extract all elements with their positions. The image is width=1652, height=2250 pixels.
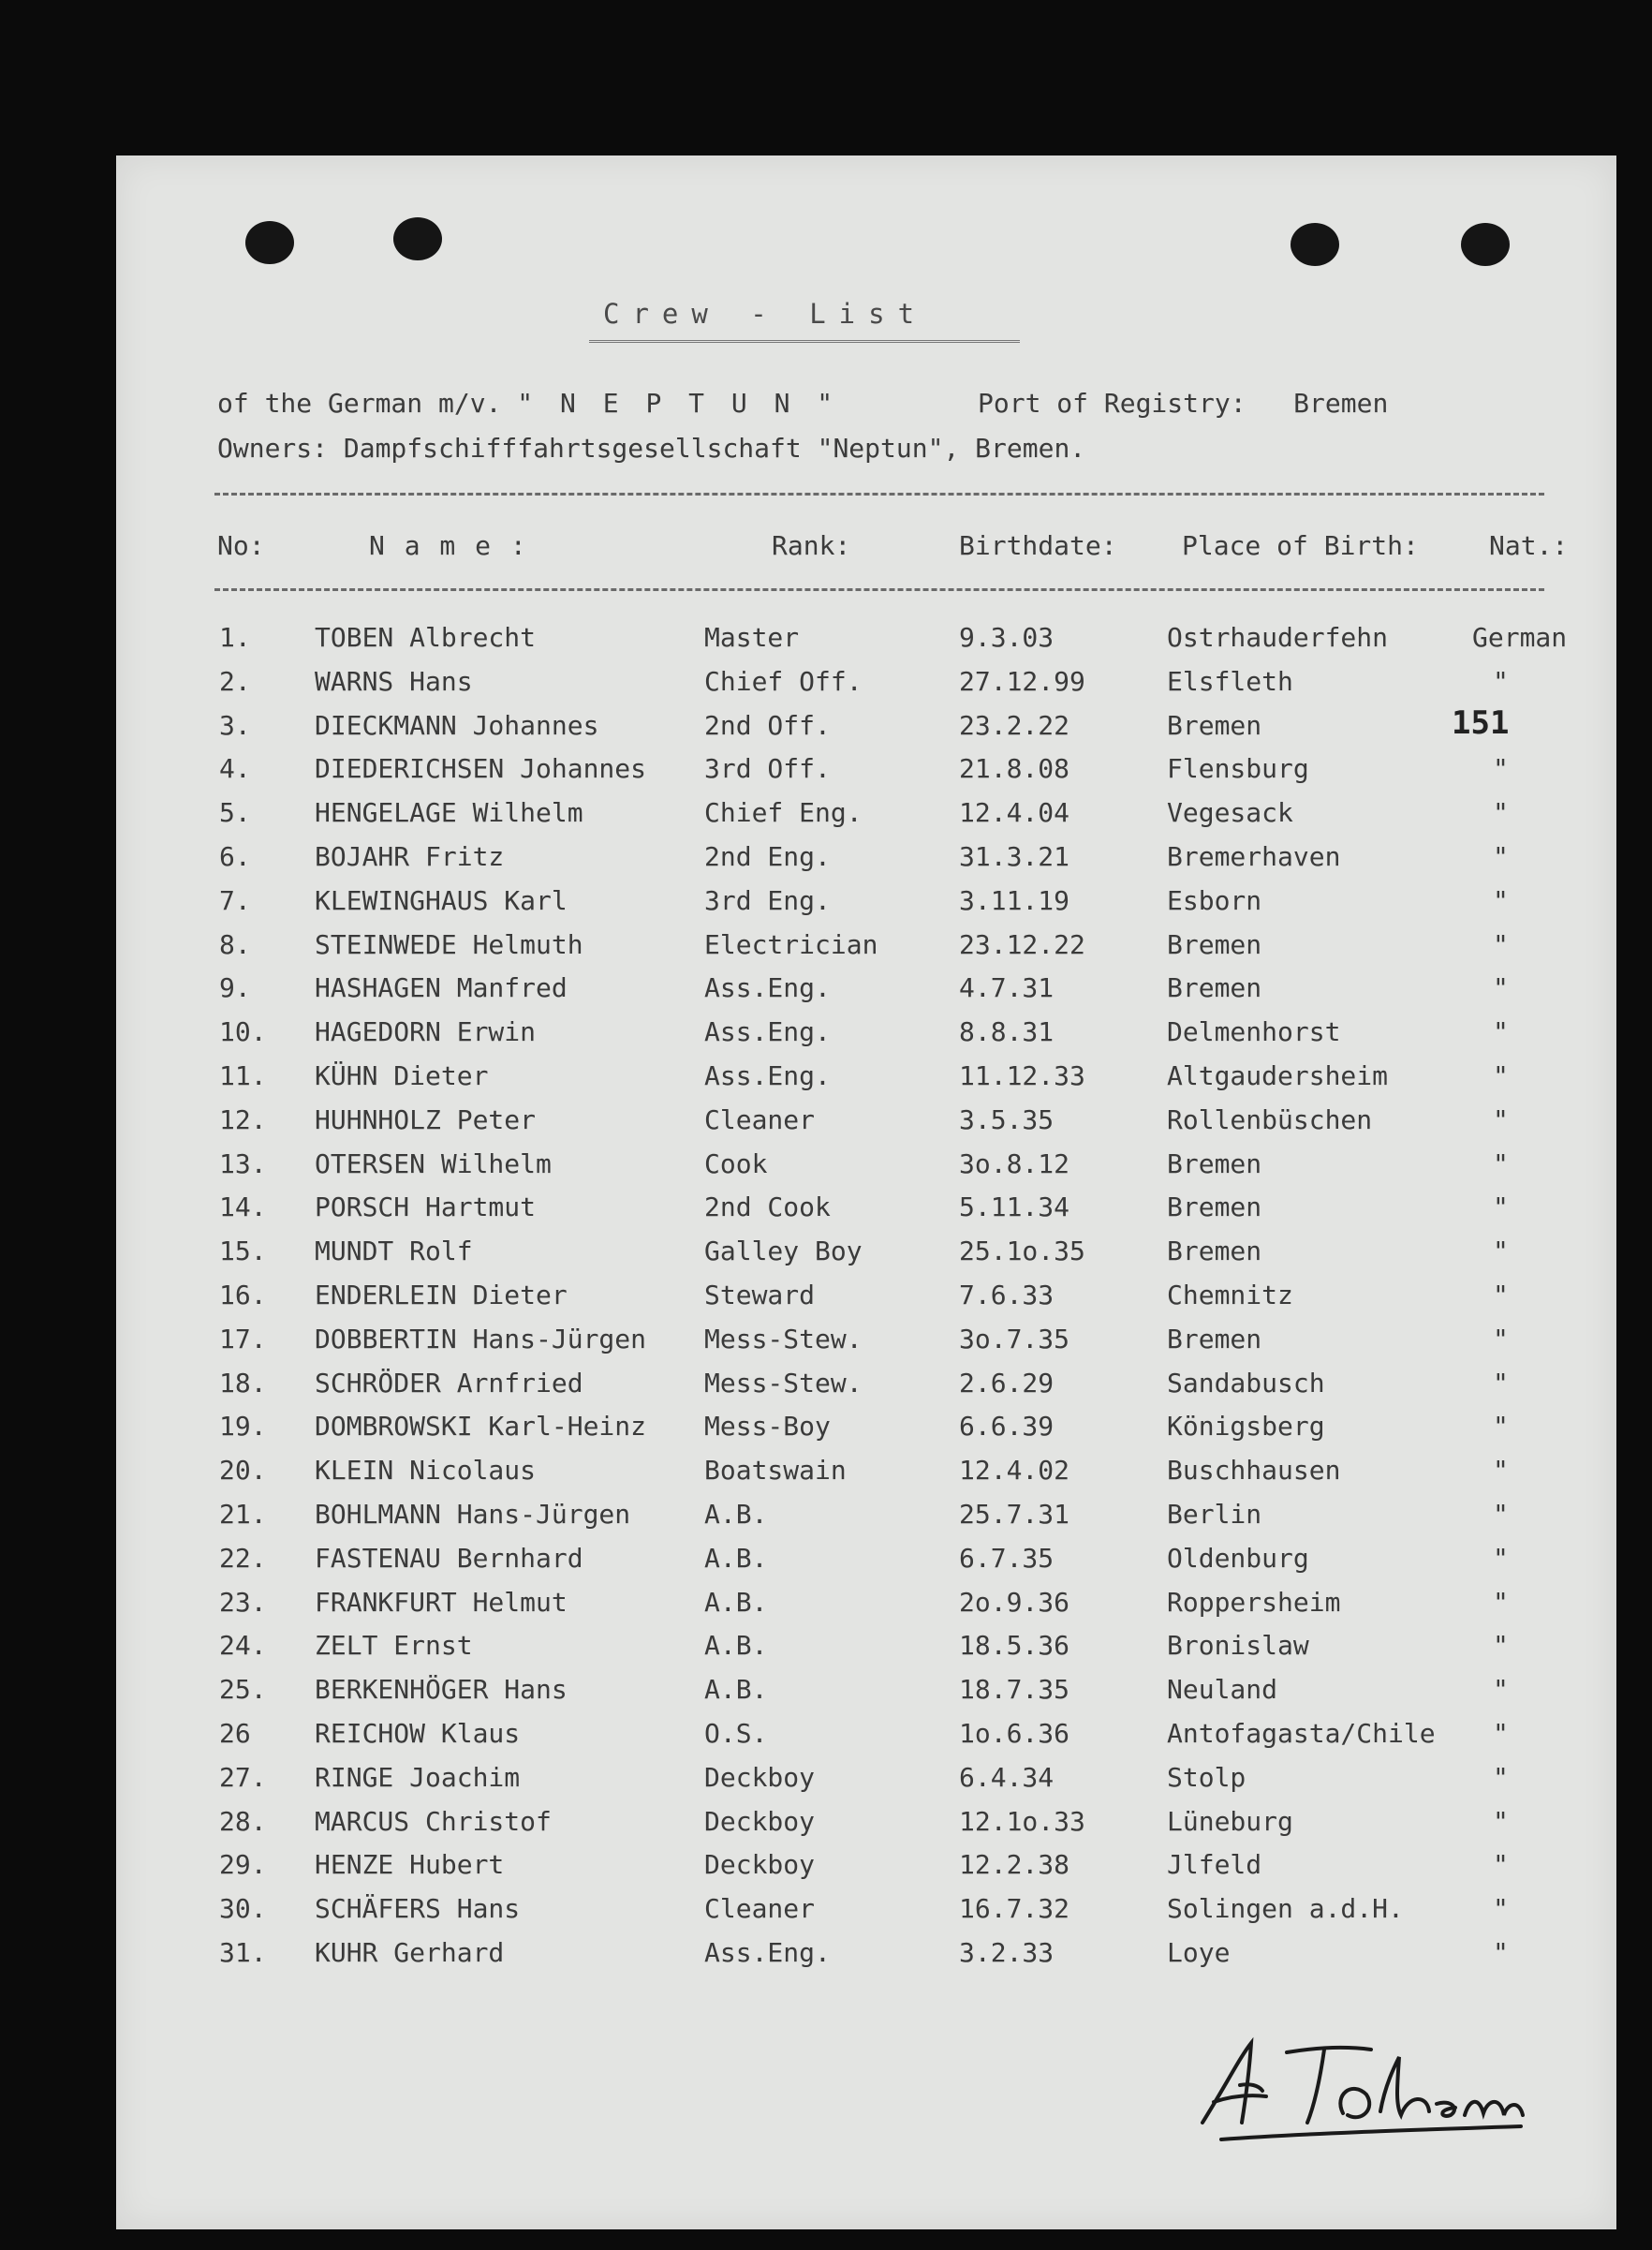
header-place-of-birth: Place of Birth: (1182, 530, 1419, 561)
crew-nationality: " (1493, 972, 1509, 1004)
crew-name: PORSCH Hartmut (315, 1192, 537, 1223)
crew-place-of-birth: Flensburg (1167, 753, 1309, 785)
crew-rank: Boatswain (704, 1455, 847, 1487)
crew-rank: A.B. (704, 1498, 768, 1530)
crew-nationality: " (1493, 1674, 1509, 1706)
crew-name: ZELT Ernst (315, 1630, 473, 1662)
table-row (116, 1762, 1616, 1806)
crew-birthdate: 25.7.31 (959, 1498, 1070, 1530)
crew-rank: Deckboy (704, 1805, 816, 1837)
crew-rank: Deckboy (704, 1849, 816, 1881)
crew-birthdate: 6.6.39 (959, 1411, 1055, 1443)
crew-birthdate: 3.5.35 (959, 1103, 1055, 1135)
table-row (116, 1718, 1616, 1762)
crew-birthdate: 6.4.34 (959, 1761, 1055, 1793)
crew-nationality: " (1493, 665, 1509, 697)
crew-number: 21. (219, 1498, 267, 1530)
crew-name: RINGE Joachim (315, 1761, 521, 1793)
crew-rank: Chief Off. (704, 665, 863, 697)
crew-birthdate: 3.11.19 (959, 884, 1070, 916)
crew-nationality: " (1493, 1498, 1509, 1530)
crew-rank: Cleaner (704, 1893, 816, 1925)
crew-place-of-birth: Bremen (1167, 1192, 1262, 1223)
crew-birthdate: 9.3.03 (959, 622, 1055, 653)
table-row (116, 710, 1616, 754)
table-row (116, 1455, 1616, 1499)
table-row (116, 1280, 1616, 1324)
crew-name: FRANKFURT Helmut (315, 1586, 568, 1618)
crew-name: REICHOW Klaus (315, 1717, 521, 1749)
crew-rank: A.B. (704, 1674, 768, 1706)
crew-number: 22. (219, 1542, 267, 1574)
crew-nationality: " (1493, 1323, 1509, 1354)
table-row (116, 1587, 1616, 1631)
crew-birthdate: 16.7.32 (959, 1893, 1070, 1925)
crew-number: 1. (219, 622, 251, 653)
crew-rank: A.B. (704, 1542, 768, 1574)
table-row (116, 1368, 1616, 1412)
crew-birthdate: 3.2.33 (959, 1936, 1055, 1968)
crew-number: 30. (219, 1893, 267, 1925)
crew-rank: 3rd Off. (704, 753, 831, 785)
crew-number: 23. (219, 1586, 267, 1618)
crew-number: 9. (219, 972, 251, 1004)
crew-name: HAGEDORN Erwin (315, 1016, 537, 1048)
crew-number: 29. (219, 1849, 267, 1881)
crew-nationality: " (1493, 1849, 1509, 1881)
table-row (116, 1499, 1616, 1543)
crew-nationality: " (1493, 928, 1509, 960)
table-row (116, 797, 1616, 841)
crew-name: KÜHN Dieter (315, 1059, 489, 1091)
crew-nationality: " (1493, 1542, 1509, 1574)
crew-place-of-birth: Chemnitz (1167, 1279, 1293, 1310)
crew-birthdate: 12.4.02 (959, 1455, 1070, 1487)
crew-name: HASHAGEN Manfred (315, 972, 568, 1004)
crew-nationality: " (1493, 1717, 1509, 1749)
crew-rank: Deckboy (704, 1761, 816, 1793)
signature (1184, 2029, 1596, 2151)
crew-place-of-birth: Neuland (1167, 1674, 1278, 1706)
table-row (116, 622, 1616, 666)
crew-rank: Electrician (704, 928, 878, 960)
crew-nationality: " (1493, 840, 1509, 872)
crew-number: 17. (219, 1323, 267, 1354)
crew-rank: Cook (704, 1147, 768, 1179)
crew-nationality: " (1493, 753, 1509, 785)
punch-hole-left-1 (245, 221, 294, 264)
crew-place-of-birth: Bremen (1167, 1323, 1262, 1354)
table-row (116, 929, 1616, 973)
crew-number: 27. (219, 1761, 267, 1793)
crew-name: BOJAHR Fritz (315, 840, 505, 872)
crew-name: TOBEN Albrecht (315, 622, 537, 653)
crew-nationality: " (1493, 1236, 1509, 1267)
crew-nationality: " (1493, 797, 1509, 829)
crew-number: 19. (219, 1411, 267, 1443)
crew-rank: Master (704, 622, 800, 653)
crew-rank: Steward (704, 1279, 816, 1310)
crew-number: 10. (219, 1016, 267, 1048)
crew-birthdate: 23.12.22 (959, 928, 1085, 960)
document-title: Crew - List (603, 298, 928, 330)
crew-nationality: " (1493, 884, 1509, 916)
crew-name: KUHR Gerhard (315, 1936, 505, 1968)
crew-birthdate: 25.1o.35 (959, 1236, 1085, 1267)
crew-birthdate: 12.4.04 (959, 797, 1070, 829)
crew-nationality: " (1493, 1103, 1509, 1135)
crew-place-of-birth: Solingen a.d.H. (1167, 1893, 1404, 1925)
crew-nationality: " (1493, 1586, 1509, 1618)
crew-birthdate: 12.1o.33 (959, 1805, 1085, 1837)
crew-name: OTERSEN Wilhelm (315, 1147, 552, 1179)
crew-place-of-birth: Oldenburg (1167, 1542, 1309, 1574)
crew-rank: A.B. (704, 1630, 768, 1662)
document-page (116, 155, 1616, 2229)
crew-birthdate: 27.12.99 (959, 665, 1085, 697)
crew-nationality: " (1493, 1147, 1509, 1179)
table-row (116, 1060, 1616, 1104)
crew-birthdate: 6.7.35 (959, 1542, 1055, 1574)
header-rank: Rank: (772, 530, 851, 561)
table-row (116, 666, 1616, 710)
table-row (116, 1937, 1616, 1981)
crew-number: 14. (219, 1192, 267, 1223)
crew-rank: O.S. (704, 1717, 768, 1749)
page-number: 151 (1452, 704, 1510, 742)
crew-number: 20. (219, 1455, 267, 1487)
crew-name: KLEIN Nicolaus (315, 1455, 537, 1487)
crew-rank: 2nd Off. (704, 709, 831, 741)
crew-nationality: " (1493, 1059, 1509, 1091)
crew-place-of-birth: Bremen (1167, 928, 1262, 960)
table-row (116, 1411, 1616, 1455)
crew-number: 18. (219, 1367, 267, 1399)
crew-place-of-birth: Königsberg (1167, 1411, 1325, 1443)
crew-place-of-birth: Delmenhorst (1167, 1016, 1341, 1048)
crew-name: SCHRÖDER Arnfried (315, 1367, 583, 1399)
crew-birthdate: 4.7.31 (959, 972, 1055, 1004)
crew-rank: Mess-Boy (704, 1411, 831, 1443)
crew-place-of-birth: Bremerhaven (1167, 840, 1341, 872)
crew-name: HENGELAGE Wilhelm (315, 797, 583, 829)
crew-rank: 2nd Cook (704, 1192, 831, 1223)
crew-name: FASTENAU Bernhard (315, 1542, 583, 1574)
crew-place-of-birth: Roppersheim (1167, 1586, 1341, 1618)
owners-line: Owners: Dampfschifffahrtsgesellschaft "Neptun", Bremen. (217, 433, 1086, 464)
punch-hole-right-1 (1291, 223, 1339, 266)
header-rule-bottom (214, 588, 1544, 591)
table-row (116, 885, 1616, 929)
crew-birthdate: 2.6.29 (959, 1367, 1055, 1399)
crew-name: HUHNHOLZ Peter (315, 1103, 537, 1135)
crew-nationality: " (1493, 1805, 1509, 1837)
crew-birthdate: 18.5.36 (959, 1630, 1070, 1662)
crew-nationality: " (1493, 1016, 1509, 1048)
crew-name: HENZE Hubert (315, 1849, 505, 1881)
crew-number: 25. (219, 1674, 267, 1706)
crew-place-of-birth: Bremen (1167, 972, 1262, 1004)
crew-place-of-birth: Esborn (1167, 884, 1262, 916)
crew-rank: Cleaner (704, 1103, 816, 1135)
crew-name: MARCUS Christof (315, 1805, 552, 1837)
crew-birthdate: 23.2.22 (959, 709, 1070, 741)
crew-number: 28. (219, 1805, 267, 1837)
header-rule-top (214, 493, 1544, 496)
table-row (116, 1806, 1616, 1850)
table-row (116, 1674, 1616, 1718)
crew-place-of-birth: Stolp (1167, 1761, 1246, 1793)
punch-hole-left-2 (393, 217, 442, 260)
port-of-registry (978, 388, 1388, 419)
crew-list (116, 622, 1616, 1981)
table-row (116, 753, 1616, 797)
crew-place-of-birth: Jlfeld (1167, 1849, 1262, 1881)
table-row (116, 972, 1616, 1016)
crew-number: 5. (219, 797, 251, 829)
crew-number: 3. (219, 709, 251, 741)
crew-name: DOBBERTIN Hans-Jürgen (315, 1323, 647, 1354)
crew-nationality: " (1493, 1893, 1509, 1925)
header-birthdate: Birthdate: (959, 530, 1117, 561)
crew-number: 31. (219, 1936, 267, 1968)
crew-place-of-birth: Lüneburg (1167, 1805, 1293, 1837)
crew-number: 15. (219, 1236, 267, 1267)
crew-place-of-birth: Bremen (1167, 1147, 1262, 1179)
crew-nationality: " (1493, 1279, 1509, 1310)
crew-nationality: German (1472, 622, 1568, 653)
table-row (116, 1104, 1616, 1148)
crew-birthdate: 3o.7.35 (959, 1323, 1070, 1354)
title-underline (589, 340, 1020, 343)
crew-name: BERKENHÖGER Hans (315, 1674, 568, 1706)
crew-name: BOHLMANN Hans-Jürgen (315, 1498, 631, 1530)
crew-name: KLEWINGHAUS Karl (315, 884, 568, 916)
crew-place-of-birth: Bronislaw (1167, 1630, 1309, 1662)
crew-number: 12. (219, 1103, 267, 1135)
crew-place-of-birth: Elsfleth (1167, 665, 1293, 697)
crew-birthdate: 3o.8.12 (959, 1147, 1070, 1179)
table-row (116, 841, 1616, 885)
crew-name: MUNDT Rolf (315, 1236, 473, 1267)
crew-birthdate: 1o.6.36 (959, 1717, 1070, 1749)
crew-place-of-birth: Bremen (1167, 709, 1262, 741)
crew-nationality: " (1493, 1192, 1509, 1223)
crew-place-of-birth: Berlin (1167, 1498, 1262, 1530)
crew-birthdate: 18.7.35 (959, 1674, 1070, 1706)
crew-name: DIEDERICHSEN Johannes (315, 753, 647, 785)
crew-place-of-birth: Bremen (1167, 1236, 1262, 1267)
table-row (116, 1630, 1616, 1674)
table-row (116, 1543, 1616, 1587)
crew-name: DIECKMANN Johannes (315, 709, 599, 741)
punch-hole-right-2 (1461, 223, 1510, 266)
crew-number: 13. (219, 1147, 267, 1179)
crew-nationality: " (1493, 1367, 1509, 1399)
table-row (116, 1192, 1616, 1236)
crew-place-of-birth: Vegesack (1167, 797, 1293, 829)
crew-number: 16. (219, 1279, 267, 1310)
crew-rank: Ass.Eng. (704, 972, 831, 1004)
crew-number: 24. (219, 1630, 267, 1662)
crew-nationality: " (1493, 1630, 1509, 1662)
crew-birthdate: 2o.9.36 (959, 1586, 1070, 1618)
crew-number: 26 (219, 1717, 251, 1749)
crew-name: DOMBROWSKI Karl-Heinz (315, 1411, 647, 1443)
crew-number: 2. (219, 665, 251, 697)
crew-rank: Galley Boy (704, 1236, 863, 1267)
crew-birthdate: 5.11.34 (959, 1192, 1070, 1223)
vessel-line (217, 388, 838, 419)
header-no: No: (217, 530, 265, 561)
crew-number: 4. (219, 753, 251, 785)
table-row (116, 1893, 1616, 1937)
table-row (116, 1324, 1616, 1368)
crew-number: 8. (219, 928, 251, 960)
table-row (116, 1016, 1616, 1060)
crew-rank: 3rd Eng. (704, 884, 831, 916)
crew-birthdate: 21.8.08 (959, 753, 1070, 785)
crew-name: STEINWEDE Helmuth (315, 928, 583, 960)
vessel-name: " N E P T U N " (517, 388, 839, 419)
header-nationality: Nat.: (1489, 530, 1569, 561)
crew-nationality: " (1493, 1411, 1509, 1443)
crew-rank: Mess-Stew. (704, 1323, 863, 1354)
header-name: N a m e : (369, 530, 528, 561)
crew-place-of-birth: Buschhausen (1167, 1455, 1341, 1487)
crew-place-of-birth: Loye (1167, 1936, 1231, 1968)
crew-birthdate: 12.2.38 (959, 1849, 1070, 1881)
crew-nationality: " (1493, 1761, 1509, 1793)
crew-birthdate: 11.12.33 (959, 1059, 1085, 1091)
port-label: Port of Registry: (978, 388, 1246, 419)
table-row (116, 1236, 1616, 1280)
crew-number: 11. (219, 1059, 267, 1091)
crew-place-of-birth: Rollenbüschen (1167, 1103, 1373, 1135)
crew-rank: Chief Eng. (704, 797, 863, 829)
port-value: Bremen (1293, 388, 1389, 419)
crew-birthdate: 31.3.21 (959, 840, 1070, 872)
crew-rank: A.B. (704, 1586, 768, 1618)
crew-number: 6. (219, 840, 251, 872)
vessel-line-prefix: of the German m/v. (217, 388, 518, 419)
crew-name: WARNS Hans (315, 665, 473, 697)
crew-number: 7. (219, 884, 251, 916)
crew-name: SCHÄFERS Hans (315, 1893, 521, 1925)
crew-birthdate: 8.8.31 (959, 1016, 1055, 1048)
crew-rank: Ass.Eng. (704, 1016, 831, 1048)
crew-name: ENDERLEIN Dieter (315, 1279, 568, 1310)
crew-place-of-birth: Altgaudersheim (1167, 1059, 1389, 1091)
crew-place-of-birth: Sandabusch (1167, 1367, 1325, 1399)
table-row (116, 1849, 1616, 1893)
crew-rank: Mess-Stew. (704, 1367, 863, 1399)
crew-nationality: " (1493, 1936, 1509, 1968)
crew-rank: 2nd Eng. (704, 840, 831, 872)
crew-rank: Ass.Eng. (704, 1936, 831, 1968)
crew-birthdate: 7.6.33 (959, 1279, 1055, 1310)
table-row (116, 1148, 1616, 1192)
crew-nationality: " (1493, 1455, 1509, 1487)
crew-place-of-birth: Antofagasta/Chile (1167, 1717, 1436, 1749)
crew-rank: Ass.Eng. (704, 1059, 831, 1091)
crew-place-of-birth: Ostrhauderfehn (1167, 622, 1389, 653)
